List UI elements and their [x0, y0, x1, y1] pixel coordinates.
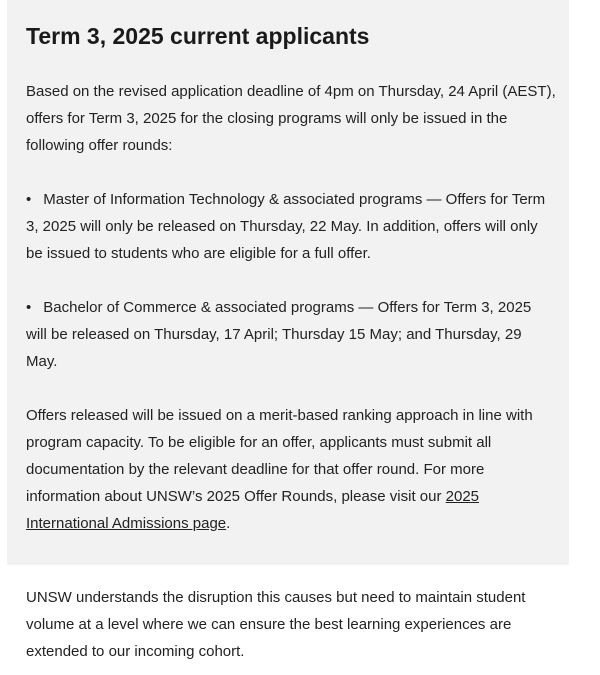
- bullet-icon: •: [26, 299, 32, 316]
- bullet-icon: •: [26, 191, 32, 208]
- bullet-item-commerce: [26, 294, 556, 375]
- admissions-page-link[interactable]: 2025 International Admissions page: [26, 488, 480, 532]
- intro-paragraph: Based on the revised application deadline of 4pm on Thursday, 24 April (AEST), offers for Term 3, 2025 for the closing programs will only be issued in the following offer rounds:: [26, 83, 556, 154]
- offers-paragraph: [26, 402, 556, 537]
- bullet-item-mit: [26, 186, 556, 267]
- bullet-text-mit: Master of Information Technology & associated programs — Offers for Term 3, 2025 will only be released on Thursday, 22 May. In addition, offers will only be issued to students who are eligible for a full offer.: [26, 191, 546, 262]
- bullet-text-commerce: Bachelor of Commerce & associated programs — Offers for Term 3, 2025 will be released on Thursday, 17 April; Thursday 15 May; and Thursday, 29 May.: [26, 299, 532, 370]
- section-heading: Term 3, 2025 current applicants: [26, 23, 370, 49]
- offers-end: .: [226, 515, 231, 532]
- disruption-note: UNSW understands the disruption this causes but need to maintain student volume at a level where we can ensure the best learning experiences are extended to our incoming cohort.: [26, 589, 526, 660]
- offers-text: Offers released will be issued on a merit-based ranking approach in line with program capacity. To be eligible for an offer, applicants must submit all documentation by the relevant deadline for that offer round. For more information about UNSW’s 2025 Offer Rounds, please visit our: [26, 407, 533, 505]
